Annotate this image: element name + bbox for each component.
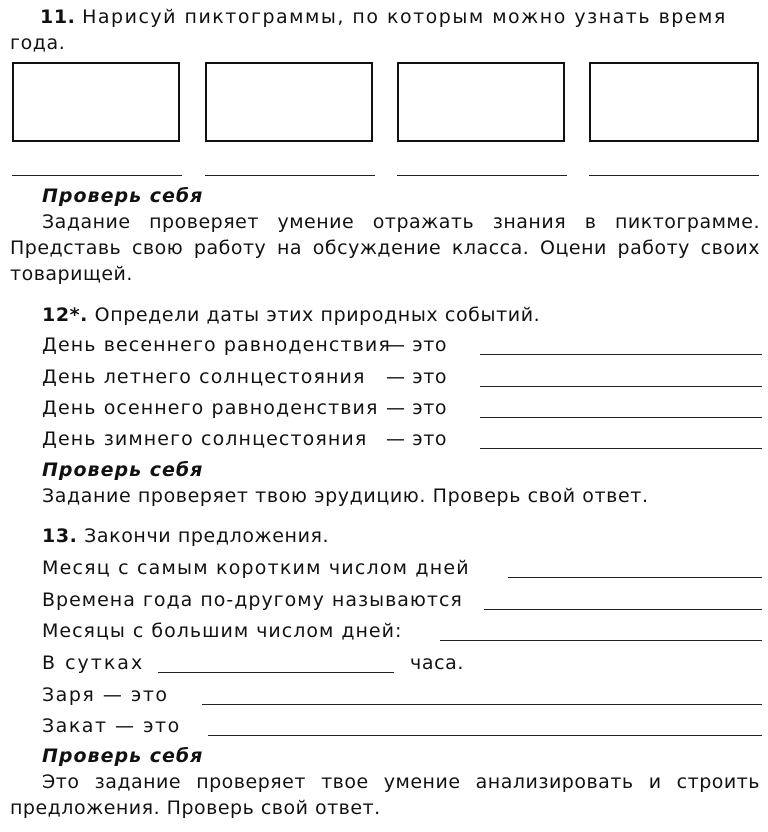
task12-row-4-answer-line[interactable] xyxy=(480,448,762,449)
task11-instruction: Нарисуй пиктограммы, по которым можно узнать время xyxy=(82,6,727,28)
caption-line-2[interactable] xyxy=(205,175,375,176)
task12-instruction: Определи даты этих природных событий. xyxy=(94,304,541,326)
task12-check-title: Проверь себя xyxy=(42,459,204,481)
task11-instruction-continued: года. xyxy=(10,32,66,54)
task13-line-4-answer-line[interactable] xyxy=(158,672,394,673)
task12-row-1-answer-line[interactable] xyxy=(480,354,762,355)
task13-check-text: Это задание проверяет твое умение анализировать и строить предложения. Проверь свой ответ. xyxy=(10,771,760,819)
task13-line-1-answer-line[interactable] xyxy=(508,577,762,578)
task12-row-4-dash: — это xyxy=(386,428,448,450)
task11-check-title: Проверь себя xyxy=(42,185,204,207)
task13-line-5-text: Заря — это xyxy=(42,684,169,706)
task13-line-3-text: Месяцы с большим числом дней: xyxy=(42,620,403,642)
task12-row-2-answer-line[interactable] xyxy=(480,386,762,387)
task13-heading xyxy=(42,525,329,547)
task12-row-1-label: День весеннего равноденствия xyxy=(42,334,391,356)
task12-row-2-dash: — это xyxy=(386,366,448,388)
task13-line-5-answer-line[interactable] xyxy=(202,704,762,705)
task13-line-4-start: В сутках xyxy=(42,652,145,674)
task13-number: 13. xyxy=(42,525,78,547)
task13-instruction: Закончи предложения. xyxy=(84,525,330,547)
task11-heading xyxy=(40,6,727,28)
task12-row-4-label: День зимнего солнцестояния xyxy=(42,428,368,450)
pictogram-box-3[interactable] xyxy=(397,62,565,142)
task12-row-3-answer-line[interactable] xyxy=(480,417,762,418)
task12-row-2-label: День летнего солнцестояния xyxy=(42,366,366,388)
pictogram-box-1[interactable] xyxy=(12,62,180,142)
task13-line-2-answer-line[interactable] xyxy=(484,609,762,610)
task11-number: 11. xyxy=(40,6,76,28)
task12-check-text: Задание проверяет твою эрудицию. Проверь свой ответ. xyxy=(42,485,649,507)
task13-line-3-answer-line[interactable] xyxy=(440,640,762,641)
task13-line-6-answer-line[interactable] xyxy=(208,735,762,736)
task13-check-title: Проверь себя xyxy=(42,745,204,767)
task11-check-text: Задание проверяет умение отражать знания в пиктограмме. Представь свою работу на обсуждение класса. Оцени работу своих товарищей. xyxy=(10,211,760,285)
pictogram-box-2[interactable] xyxy=(205,62,373,142)
task12-number: 12*. xyxy=(42,304,88,326)
caption-line-1[interactable] xyxy=(12,175,182,176)
task13-line-4-end: часа. xyxy=(410,652,464,674)
caption-line-3[interactable] xyxy=(397,175,567,176)
task12-row-3-label: День осеннего равноденствия xyxy=(42,397,379,419)
task13-line-6-text: Закат — это xyxy=(42,715,181,737)
task12-row-3-dash: — это xyxy=(386,397,448,419)
task12-heading xyxy=(42,304,540,326)
task13-line-1-text: Месяц с самым коротким числом дней xyxy=(42,557,470,579)
pictogram-box-4[interactable] xyxy=(589,62,759,142)
caption-line-4[interactable] xyxy=(589,175,759,176)
task13-line-2-text: Времена года по-другому называются xyxy=(42,589,463,611)
task12-row-1-dash: — это xyxy=(386,334,448,356)
